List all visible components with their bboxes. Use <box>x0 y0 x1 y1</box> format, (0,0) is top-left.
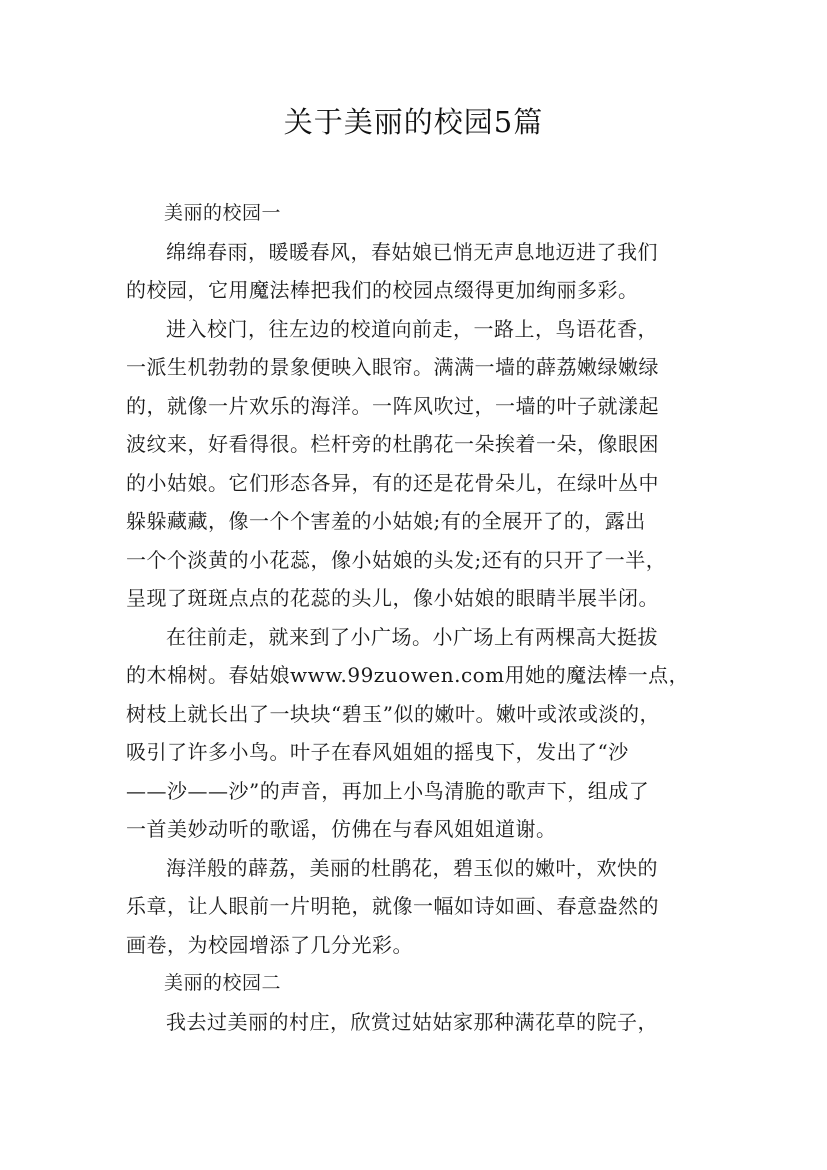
document-body <box>126 194 712 1041</box>
paragraph <box>126 1003 712 1042</box>
section-heading: 美丽的校园二 <box>164 972 282 994</box>
text-line: 画卷，为校园增添了几分光彩。 <box>126 932 413 957</box>
paragraph <box>126 618 712 849</box>
text-line: 的小姑娘。它们形态各异，有的还是花骨朵儿，在绿叶丛中 <box>126 470 659 495</box>
paragraph <box>126 849 712 965</box>
text-line: ——沙——沙”的声音，再加上小鸟清脆的歌声下，组成了 <box>126 778 650 803</box>
text-line: 的校园，它用魔法棒把我们的校园点缀得更加绚丽多彩。 <box>126 278 639 302</box>
text-line: 我去过美丽的村庄，欣赏过姑姑家那种满花草的院子， <box>166 1009 658 1034</box>
text-line: 呈现了斑斑点点的花蕊的头儿，像小姑娘的眼睛半展半闭。 <box>126 586 659 610</box>
text-line: 波纹来，好看得很。栏杆旁的杜鹃花一朵挨着一朵，像眼困 <box>126 432 659 456</box>
paragraph <box>126 233 712 310</box>
text-line: 乐章，让人眼前一片明艳，就像一幅如诗如画、春意盎然的 <box>126 894 659 918</box>
text-line: 吸引了许多小鸟。叶子在春风姐姐的摇曳下，发出了“沙 <box>126 740 629 764</box>
text-line: 海洋般的薜荔，美丽的杜鹃花，碧玉似的嫩叶，欢快的 <box>166 855 658 880</box>
text-line: 在往前走，就来到了小广场。小广场上有两棵高大挺拔 <box>166 624 658 649</box>
text-line: 躲躲藏藏，像一个个害羞的小姑娘;有的全展开了的，露出 <box>126 509 646 533</box>
section-heading: 美丽的校园一 <box>164 202 282 224</box>
text-line: 一首美妙动听的歌谣，仿佛在与春风姐姐道谢。 <box>126 817 557 841</box>
document-title: 关于美丽的校园5篇 <box>283 105 544 139</box>
text-line: 一派生机勃勃的景象便映入眼帘。满满一墙的薜荔嫩绿嫩绿 <box>126 355 659 379</box>
paragraph <box>126 310 712 618</box>
text-line: 的木棉树。春姑娘www.99zuowen.com用她的魔法棒一点， <box>126 663 690 687</box>
text-line: 绵绵春雨，暖暖春风，春姑娘已悄无声息地迈进了我们 <box>166 239 658 264</box>
text-line: 一个个淡黄的小花蕊，像小姑娘的头发;还有的只开了一半， <box>126 547 667 572</box>
text-line: 树枝上就长出了一块块“碧玉”似的嫩叶。嫩叶或浓或淡的， <box>126 701 660 726</box>
text-line: 的，就像一片欢乐的海洋。一阵风吹过，一墙的叶子就漾起 <box>126 393 659 418</box>
text-line: 进入校门，往左边的校道向前走，一路上，鸟语花香， <box>166 316 658 341</box>
